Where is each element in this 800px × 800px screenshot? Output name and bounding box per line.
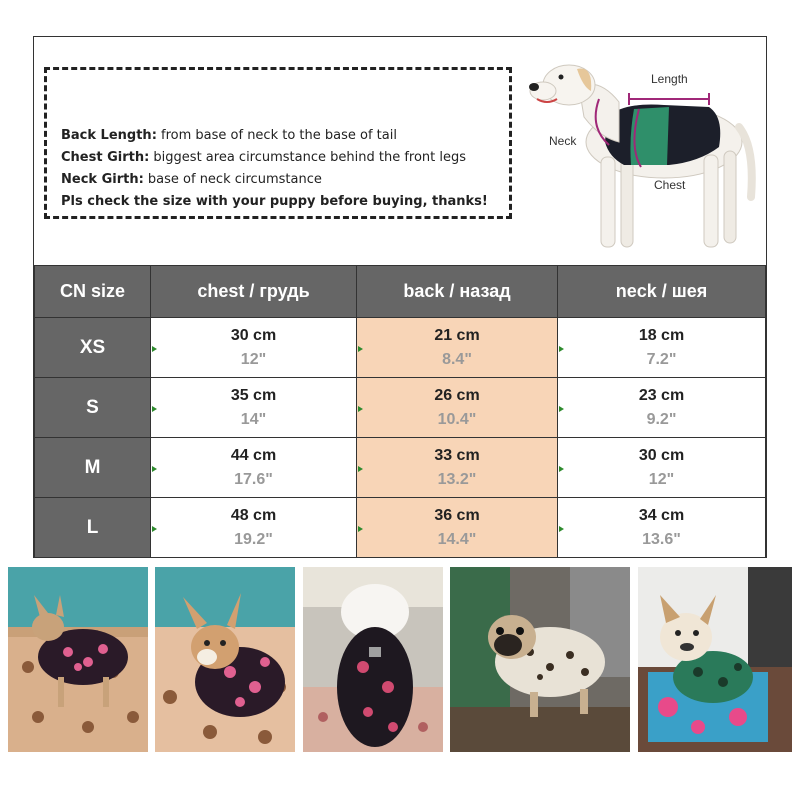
customer-photo-chihuahua-side (8, 567, 148, 752)
size-label: S (35, 378, 151, 438)
header-neck: neck / шея (558, 266, 766, 318)
chest-cell: 44 cm 17.6" (151, 438, 357, 498)
dog-measurement-diagram (529, 47, 759, 267)
size-guide-frame (33, 36, 767, 558)
chest-label: Chest (654, 178, 686, 192)
back-length-text: from base of neck to the base of tail (156, 128, 397, 143)
size-label: L (35, 498, 151, 558)
chest-cell: 35 cm 14" (151, 378, 357, 438)
chest-girth-text: biggest area circumstance behind the front legs (149, 150, 467, 165)
header-chest: chest / грудь (151, 266, 357, 318)
neck-cell: 34 cm 13.6" (558, 498, 766, 558)
chest-cell: 48 cm 19.2" (151, 498, 357, 558)
size-label: XS (35, 318, 151, 378)
table-row (35, 438, 766, 498)
neck-girth-label: Neck Girth: (61, 172, 144, 187)
customer-photo-white-dog (303, 567, 443, 752)
neck-girth-text: base of neck circumstance (143, 172, 322, 187)
chest-cell: 30 cm 12" (151, 318, 357, 378)
back-cell: 33 cm 13.2" (357, 438, 558, 498)
measurement-instructions-box (44, 67, 512, 219)
check-size-note: Pls check the size with your puppy before buying, thanks! (61, 194, 488, 209)
customer-photos-strip (8, 567, 792, 752)
header-cn-size: CN size (35, 266, 151, 318)
size-label: M (35, 438, 151, 498)
table-row (35, 318, 766, 378)
header-back: back / назад (357, 266, 558, 318)
back-cell: 36 cm 14.4" (357, 498, 558, 558)
size-chart-table (34, 265, 766, 558)
chest-girth-label: Chest Girth: (61, 150, 150, 165)
neck-cell: 23 cm 9.2" (558, 378, 766, 438)
customer-photo-chihuahua-front (155, 567, 295, 752)
back-length-instruction (61, 128, 397, 143)
chest-girth-instruction (61, 150, 466, 165)
neck-cell: 18 cm 7.2" (558, 318, 766, 378)
table-row (35, 378, 766, 438)
back-length-label: Back Length: (61, 128, 157, 143)
table-row (35, 498, 766, 558)
customer-photo-pug (450, 567, 630, 752)
back-cell: 21 cm 8.4" (357, 318, 558, 378)
neck-label: Neck (549, 134, 577, 148)
neck-girth-instruction (61, 172, 322, 187)
customer-photo-french-bulldog (638, 567, 792, 752)
dog-in-vest-illustration (529, 47, 759, 267)
back-cell: 26 cm 10.4" (357, 378, 558, 438)
neck-cell: 30 cm 12" (558, 438, 766, 498)
table-header-row (35, 266, 766, 318)
length-label: Length (651, 72, 688, 86)
